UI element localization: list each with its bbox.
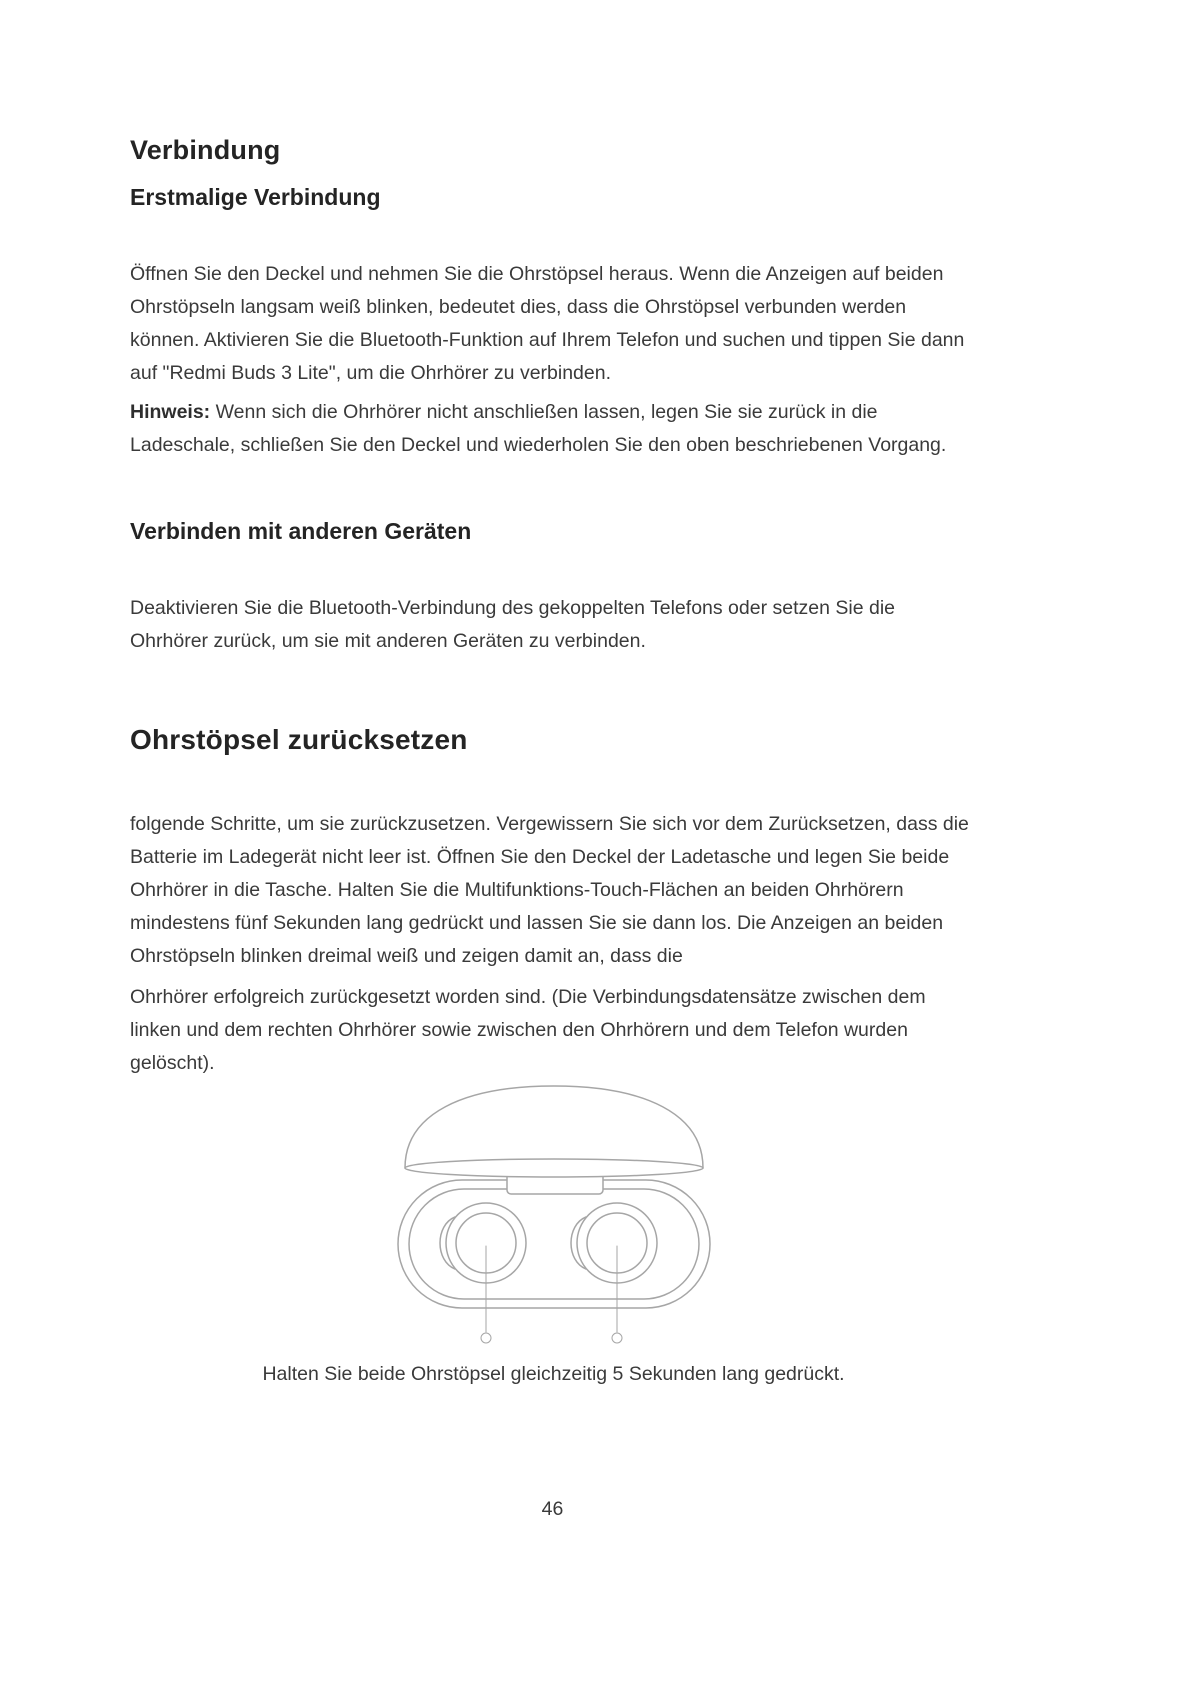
paragraph-note (130, 396, 977, 462)
note-text: Wenn sich die Ohrhörer nicht anschließen lassen, legen Sie sie zurück in die Ladeschale, schließen Sie den Deckel und wiederholen Sie den oben beschriebenen Vorgang. (130, 401, 947, 456)
paragraph-reset-2: Ohrhörer erfolgreich zurückgesetzt worden sind. (Die Verbindungsdatensätze zwischen dem linken und dem rechten Ohrhörer sowie zwischen den Ohrhörern und dem Telefon wurden gelöscht). (130, 986, 926, 1074)
paragraph-reset-1: folgende Schritte, um sie zurückzusetzen. Vergewissern Sie sich vor dem Zurücksetzen, dass die Batterie im Ladegerät nicht leer ist. Öffnen Sie den Deckel der Ladetasche und legen Sie beide Ohrhörer in die Tasche. Halten Sie die Multifunktions-Touch-Flächen an beiden Ohrhörern mindestens fünf Sekunden lang gedrückt und lassen Sie sie dann los. Die Anzeigen an beiden Ohrstöpseln blinken dreimal weiß und zeigen damit an, dass die (130, 813, 969, 967)
figure-earbuds-case (130, 1080, 977, 1391)
case-base (398, 1180, 710, 1308)
note-label: Hinweis: (130, 401, 211, 423)
paragraph-first-pairing: Öffnen Sie den Deckel und nehmen Sie die Ohrstöpsel heraus. Wenn die Anzeigen auf beiden Ohrstöpseln langsam weiß blinken, bedeutet dies, dass die Ohrstöpsel verbunden werden können. Aktivieren Sie die Bluetooth-Funktion auf Ihrem Telefon und suchen und tippen Sie dann auf "Redmi Buds 3 Lite", um die Ohrhörer zu verbinden. (130, 263, 965, 384)
section-title-verbindung: Verbindung (130, 135, 281, 165)
subsection-title-erstmalige-verbindung: Erstmalige Verbindung (130, 184, 381, 210)
left-earbud (440, 1203, 526, 1283)
case-lid (405, 1086, 703, 1177)
paragraph-other-devices: Deaktivieren Sie die Bluetooth-Verbindung des gekoppelten Telefons oder setzen Sie die Ohrhörer zurück, um sie mit anderen Geräten zu verbinden. (130, 597, 895, 652)
earbuds-case-illustration (389, 1080, 719, 1350)
section-title-reset: Ohrstöpsel zurücksetzen (130, 724, 468, 755)
subsection-title-andere-geraete: Verbinden mit anderen Geräten (130, 518, 472, 544)
right-earbud (571, 1203, 657, 1283)
page-number: 46 (541, 1498, 564, 1520)
figure-caption: Halten Sie beide Ohrstöpsel gleichzeitig 5 Sekunden lang gedrückt. (262, 1363, 845, 1385)
